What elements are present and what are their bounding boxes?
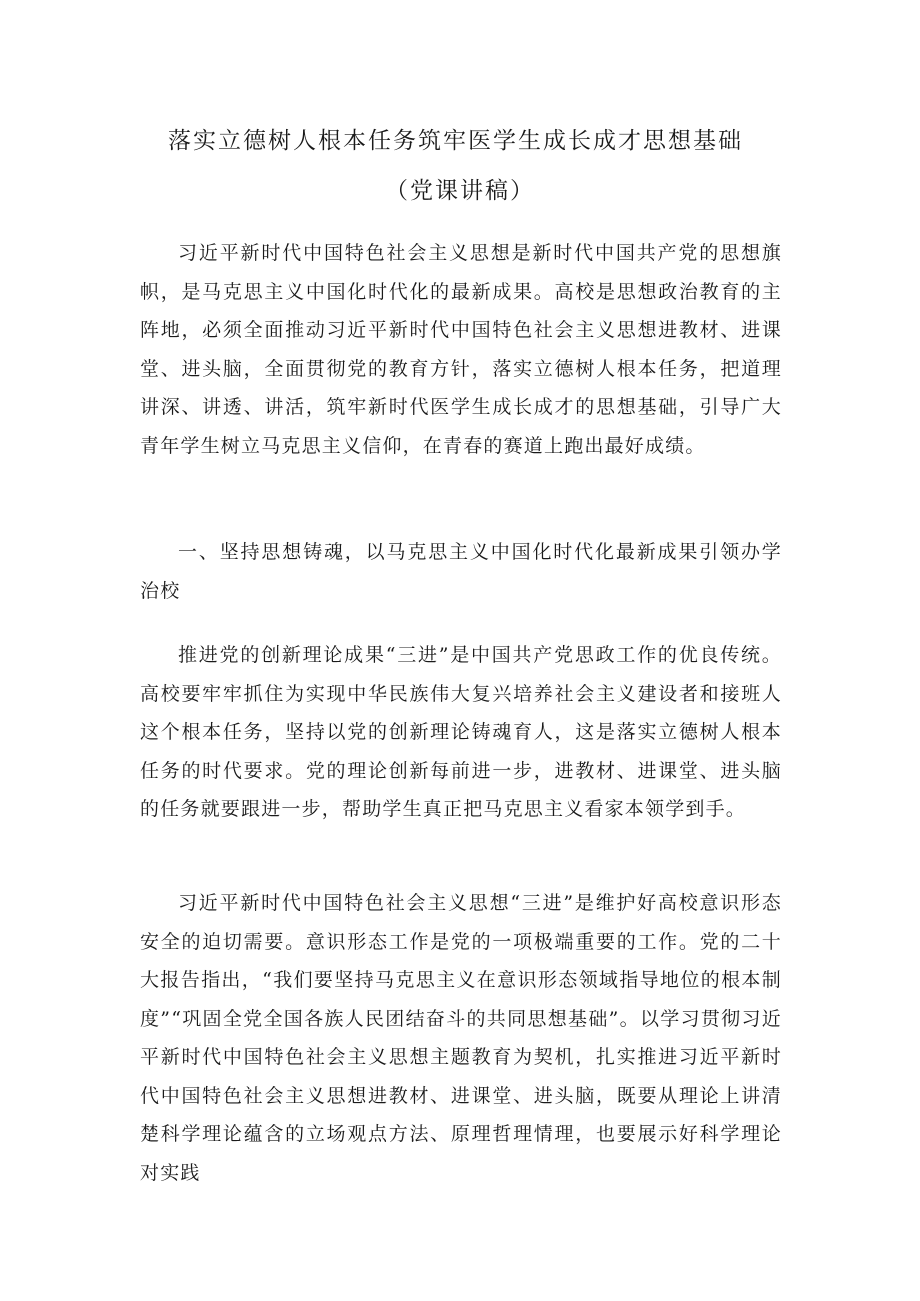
paragraph-body: 推进党的创新理论成果“三进”是中国共产党思政工作的优良传统。高校要牢牢抓住为实现中华民族伟大复兴培养社会主义建设者和接班人这个根本任务，坚持以党的创新理论铸魂育人，这是落实立德树人根本任务的时代要求。党的理论创新每前进一步，进教材、进课堂、进头脑的任务就要跟进一步，帮助学生真正把马克思主义看家本领学到手。 [140, 644, 782, 820]
paragraph-body: 习近平新时代中国特色社会主义思想“三进”是维护好高校意识形态安全的迫切需要。意识形态工作是党的一项极端重要的工作。党的二十大报告指出，“我们要坚持马克思主义在意识形态领域指导地位的根本制度”“巩固全党全国各族人民团结奋斗的共同思想基础”。以学习贯彻习近平新时代中国特色社会主义思想主题教育为契机，扎实推进习近平新时代中国特色社会主义思想进教材、进课堂、进头脑，既要从理论上讲清楚科学理论蕴含的立场观点方法、原理哲理情理，也要展示好科学理论对实践 [140, 892, 782, 1184]
document-subtitle: （党课讲稿） [385, 178, 535, 204]
document-title: 落实立德树人根本任务筑牢医学生成长成才思想基础 [168, 128, 743, 154]
paragraph-intro: 习近平新时代中国特色社会主义思想是新时代中国共产党的思想旗帜，是马克思主义中国化时代化的最新成果。高校是思想政治教育的主阵地，必须全面推动习近平新时代中国特色社会主义思想进教材、进课堂、进头脑，全面贯彻党的教育方针，落实立德树人根本任务，把道理讲深、讲透、讲活，筑牢新时代医学生成长成才的思想基础，引导广大青年学生树立马克思主义信仰，在青春的赛道上跑出最好成绩。 [140, 242, 782, 457]
section-heading-1: 一、坚持思想铸魂，以马克思主义中国化时代化最新成果引领办学治校 [140, 541, 782, 602]
